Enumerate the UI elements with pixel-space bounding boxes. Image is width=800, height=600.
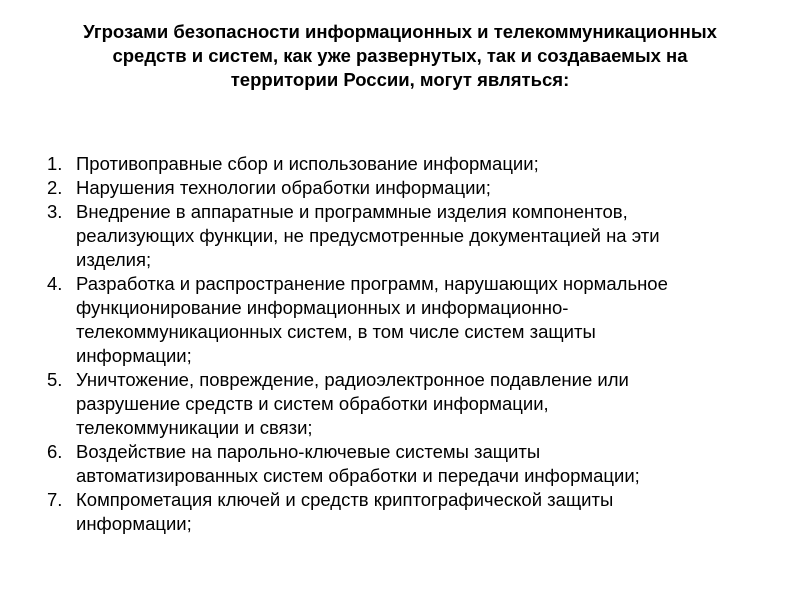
list-item-text: Разработка и распространение программ, нарушающих нормальное xyxy=(76,273,668,294)
title-line: средств и систем, как уже развернутых, так и создаваемых на xyxy=(112,45,688,66)
title-line: территории России, могут являться: xyxy=(230,69,570,90)
list-item xyxy=(0,368,756,440)
list-item-number: 3. xyxy=(47,201,63,222)
list-item xyxy=(0,152,756,176)
list-item-text: Противоправные сбор и использование информации; xyxy=(76,153,539,174)
list-item-text: изделия; xyxy=(76,249,152,270)
list-item-text: информации; xyxy=(76,513,192,534)
list-item-number: 5. xyxy=(47,369,63,390)
list-item-text: информации; xyxy=(76,345,192,366)
list-item-text: автоматизированных систем обработки и передачи информации; xyxy=(76,465,640,486)
threat-list xyxy=(0,152,800,536)
list-item-text: телекоммуникационных систем, в том числе систем защиты xyxy=(76,321,596,342)
list-item-number: 6. xyxy=(47,441,63,462)
list-item xyxy=(0,440,756,488)
list-item-number: 1. xyxy=(47,153,63,174)
slide-title xyxy=(20,20,780,92)
list-item-text: функционирование информационных и информационно- xyxy=(76,297,569,318)
list-item xyxy=(0,200,756,272)
list-item-text: Компрометация ключей и средств криптографической защиты xyxy=(76,489,614,510)
list-item-text: Воздействие на парольно-ключевые системы защиты xyxy=(76,441,541,462)
list-item-text: реализующих функции, не предусмотренные документацией на эти xyxy=(76,225,660,246)
list-item-text: Уничтожение, повреждение, радиоэлектронное подавление или xyxy=(76,369,629,390)
list-item-text: телекоммуникации и связи; xyxy=(76,417,313,438)
list-item-number: 7. xyxy=(47,489,63,510)
list-item-text: разрушение средств и систем обработки информации, xyxy=(76,393,549,414)
list-item-number: 2. xyxy=(47,177,63,198)
list-item-number: 4. xyxy=(47,273,63,294)
list-item xyxy=(0,176,756,200)
list-item-text: Нарушения технологии обработки информации; xyxy=(76,177,491,198)
list-item-text: Внедрение в аппаратные и программные изделия компонентов, xyxy=(76,201,628,222)
list-item xyxy=(0,488,756,536)
list-item xyxy=(0,272,756,368)
title-line: Угрозами безопасности информационных и телекоммуникационных xyxy=(83,21,717,42)
